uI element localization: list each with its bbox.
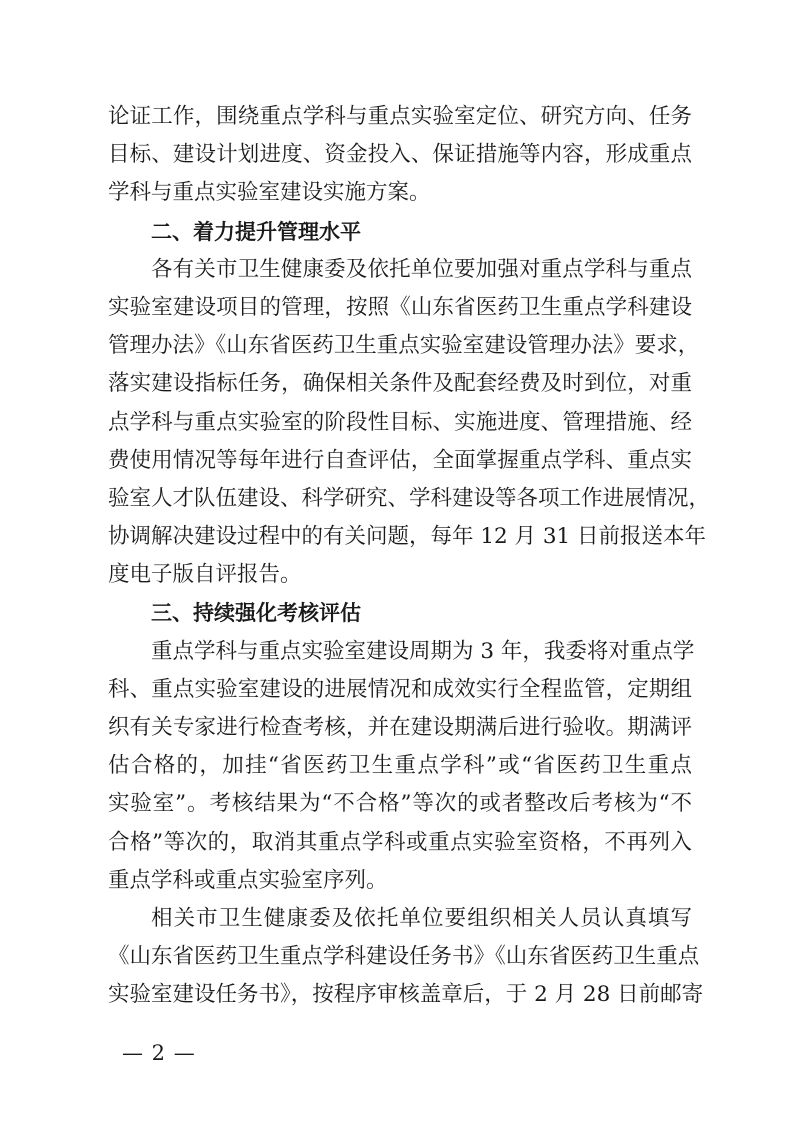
document-body (108, 98, 711, 1015)
text-line: 验室人才队伍建设、科学研究、学科建设等各项工作进展情况， (108, 485, 711, 511)
text-line: 落实建设指标任务，确保相关条件及配套经费及时到位，对重 (108, 371, 692, 397)
text-line: 实验室”。考核结果为“不合格”等次的或者整改后考核为“不 (108, 791, 692, 817)
text-line: 相关市卫生健康委及依托单位要组织相关人员认真填写 (151, 905, 692, 931)
text-line: 科、重点实验室建设的进展情况和成效实行全程监管，定期组 (108, 676, 692, 702)
text-line: 目标、建设计划进度、资金投入、保证措施等内容，形成重点 (108, 142, 692, 168)
text-line: 学科与重点实验室建设实施方案。 (108, 180, 431, 206)
section-heading: 三、持续强化考核评估 (151, 601, 361, 626)
text-line: 管理办法》《山东省医药卫生重点实验室建设管理办法》要求， (108, 333, 700, 359)
text-line: 实验室建设任务书》，按程序审核盖章后，于 2 月 28 日前邮寄 (108, 982, 704, 1008)
text-line: 估合格的，加挂“省医药卫生重点学科”或“省医药卫生重点 (108, 753, 692, 779)
text-line: 费使用情况等每年进行自查评估，全面掌握重点学科、重点实 (108, 447, 692, 473)
text-line: 各有关市卫生健康委及依托单位要加强对重点学科与重点 (151, 256, 692, 282)
page-number: — 2 — (122, 1041, 196, 1065)
text-line: 点学科与重点实验室的阶段性目标、实施进度、管理措施、经 (108, 409, 692, 435)
text-line: 实验室建设项目的管理，按照《山东省医药卫生重点学科建设 (108, 294, 692, 320)
text-line: 织有关专家进行检查考核，并在建设期满后进行验收。期满评 (108, 715, 692, 740)
text-line: 度电子版自评报告。 (108, 562, 302, 588)
text-line: 重点学科与重点实验室建设周期为 3 年，我委将对重点学 (151, 638, 695, 664)
text-line: 重点学科或重点实验室序列。 (108, 867, 388, 893)
text-line: 论证工作，围绕重点学科与重点实验室定位、研究方向、任务 (108, 104, 692, 129)
section-heading: 二、着力提升管理水平 (151, 219, 361, 244)
text-line: 《山东省医药卫生重点学科建设任务书》《山东省医药卫生重点 (108, 944, 700, 970)
text-line: 合格”等次的，取消其重点学科或重点实验室资格，不再列入 (108, 829, 692, 855)
text-line: 协调解决建设过程中的有关问题，每年 12 月 31 日前报送本年 (108, 524, 707, 550)
